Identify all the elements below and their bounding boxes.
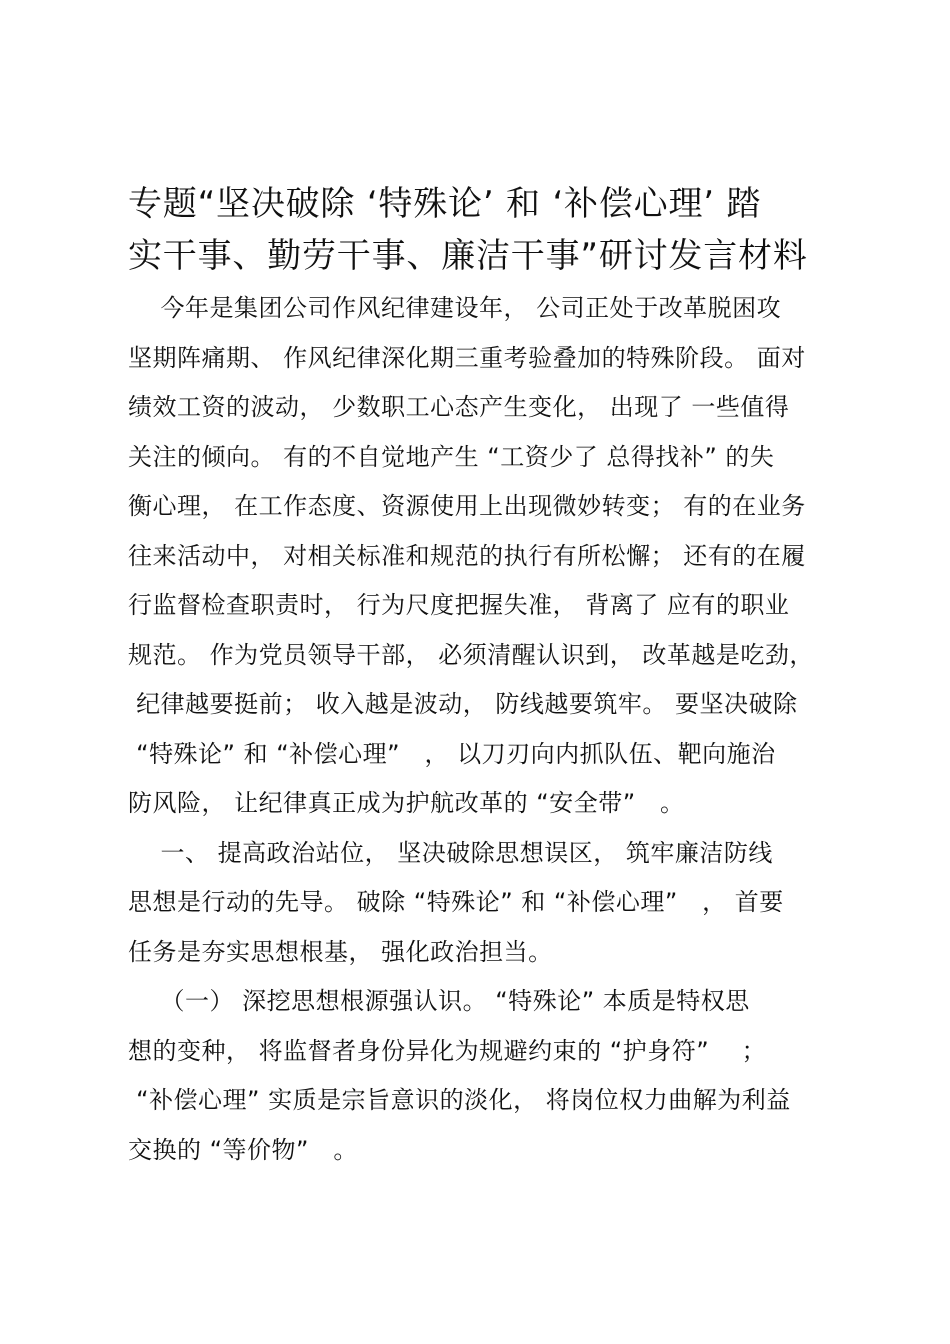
body-line: 防风险， 让纪律真正成为护航改革的 “安全带” 。 bbox=[128, 789, 685, 817]
body-line: 衡心理， 在工作态度、资源使用上出现微妙转变； 有的在业务 bbox=[128, 492, 806, 520]
document-title bbox=[128, 178, 848, 282]
body-line: 交换的 “等价物” 。 bbox=[128, 1135, 358, 1164]
section-heading-line: 一、 提高政治站位， 坚决破除思想误区， 筑牢廉洁防线 bbox=[128, 838, 773, 867]
body-line: 纪律越要挺前； 收入越是波动， 防线越要筑牢。 要坚决破除 bbox=[128, 690, 798, 718]
body-line: 规范。 作为党员领导干部， 必须清醒认识到， 改革越是吃劲， bbox=[128, 640, 814, 669]
body-line: 任务是夯实思想根基， 强化政治担当。 bbox=[128, 937, 553, 966]
body-line: “特殊论” 和 “补偿心理” ， 以刀刃向内抓队伍、靶向施治 bbox=[128, 739, 776, 768]
title-line: 专题“坚决破除 ‘特殊论’ 和 ‘补偿心理’ 踏 bbox=[128, 184, 762, 224]
document-body bbox=[128, 284, 848, 1175]
title-line: 实干事、勤劳干事、廉洁干事”研讨发言材料 bbox=[128, 236, 808, 276]
subsection-line: （一） 深挖思想根源强认识。 “特殊论” 本质是特权思 bbox=[128, 987, 750, 1015]
body-line: 往来活动中， 对相关标准和规范的执行有所松懈； 还有的在履 bbox=[128, 541, 806, 570]
body-line: 关注的倾向。 有的不自觉地产生 “工资少了 总得找补” 的失 bbox=[128, 442, 775, 471]
body-line: 行监督检查职责时， 行为尺度把握失准， 背离了 应有的职业 bbox=[128, 591, 790, 619]
body-line: “补偿心理” 实质是宗旨意识的淡化， 将岗位权力曲解为利益 bbox=[128, 1086, 791, 1114]
body-line: 想的变种， 将监督者身份异化为规避约束的 “护身符” ； bbox=[128, 1036, 767, 1065]
body-line: 思想是行动的先导。 破除 “特殊论” 和 “补偿心理” ， 首要 bbox=[128, 888, 784, 916]
body-line: 今年是集团公司作风纪律建设年， 公司正处于改革脱困攻 bbox=[128, 294, 782, 322]
body-line: 坚期阵痛期、 作风纪律深化期三重考验叠加的特殊阶段。 面对 bbox=[128, 343, 806, 372]
body-line: 绩效工资的波动， 少数职工心态产生变化， 出现了 一些值得 bbox=[128, 393, 790, 421]
